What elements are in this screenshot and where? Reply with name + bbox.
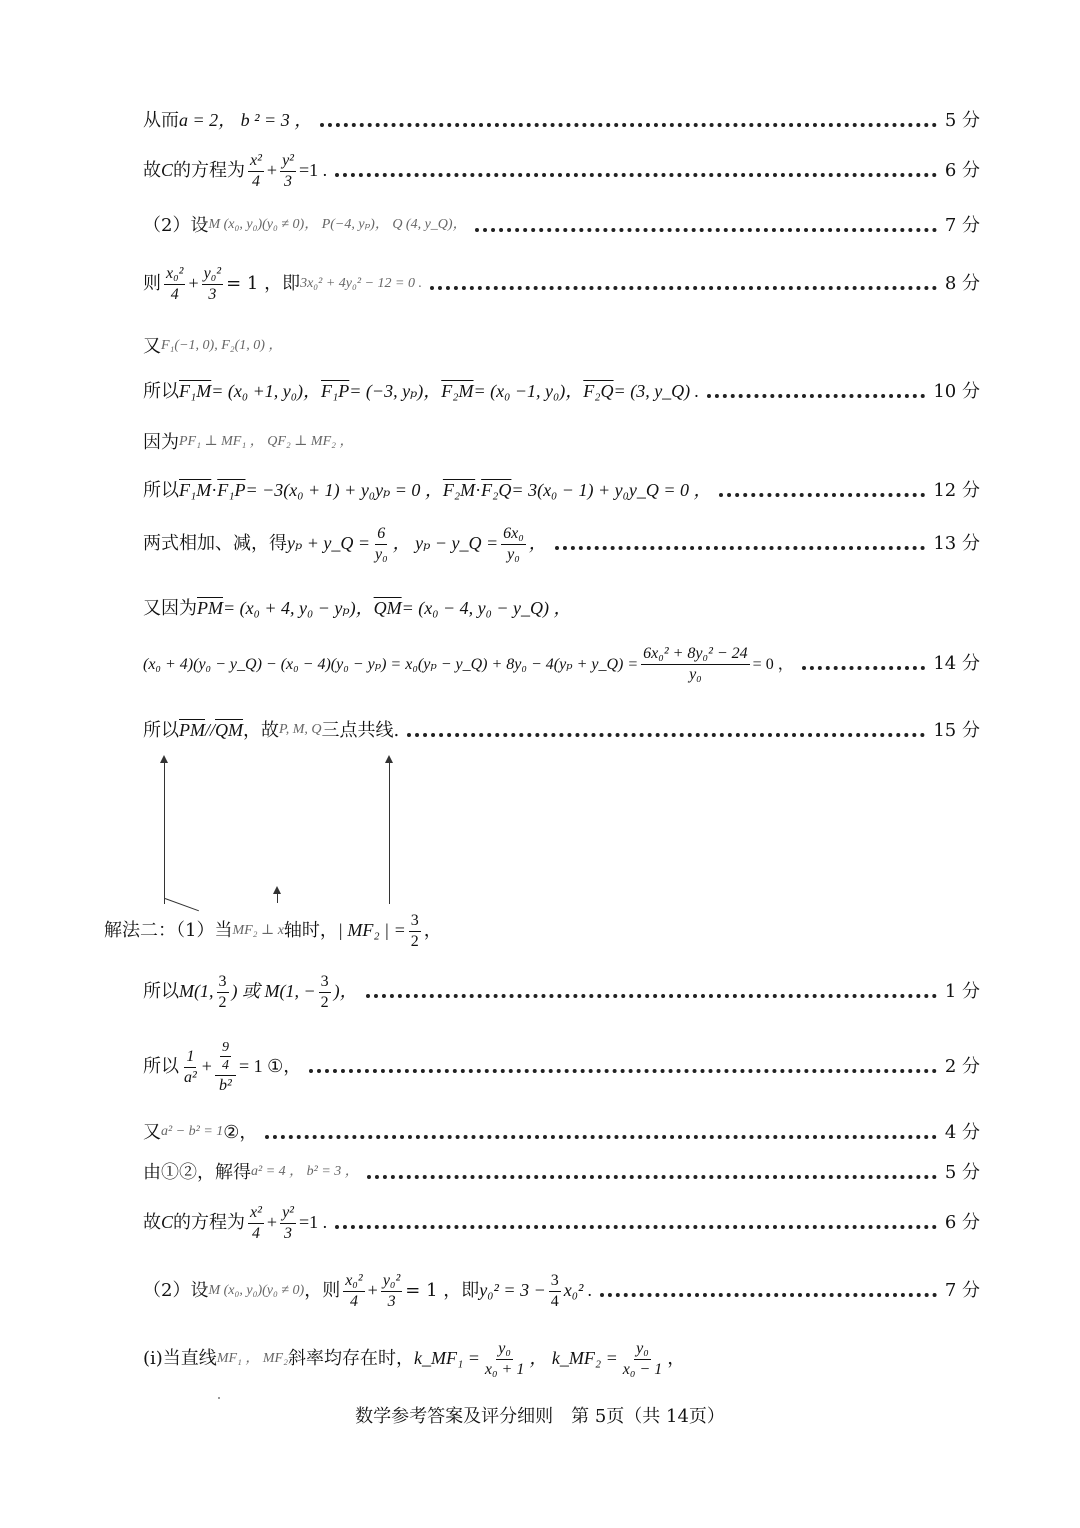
score-label: 15 分 xyxy=(933,720,980,741)
solution-line-8: 所以 F₁M · F₁P = −3(x₀ + 1) + y₀yₚ = 0 ， F₂M · F₂Q = 3(x₀ − 1) + y₀y_Q = 0 ， 12 分 xyxy=(143,480,980,501)
fraction: $\frac{\text{y²}}{3}$ xyxy=(282,1204,294,1242)
fraction: $\frac{\text{x₀²}}{4}$ xyxy=(345,1272,363,1310)
solution-line-10: 又因为 $\overline{PM}$ = (x₀ + 4, y₀ − yₚ)， $\overline{QM}$ = (x₀ − 4, y₀ − y_Q) ， xyxy=(143,598,572,619)
score-label: 14 分 xyxy=(933,653,980,675)
score-label: 13 分 xyxy=(933,533,980,555)
fraction: $\frac{\text{y₀}}{\text{x₀ + 1}}$ xyxy=(484,1340,525,1378)
dot-leader xyxy=(335,1225,937,1229)
solution-line-17: 由①②，解得 a² = 4 ， b² = 3 ， 5 分 xyxy=(143,1162,980,1183)
score-label: 8 分 xyxy=(944,273,980,295)
solution-line-20: (i)当直线 MF₁ ， MF₂ 斜率均存在时， k_MF₁ = $\frac{\text{y₀}}{\text{x₀ + 1}}$ ， k_MF₂ = $\frac{\text{y₀}}{\text{x₀ − 1}}$ ， xyxy=(143,1340,686,1378)
dot-leader xyxy=(475,228,937,232)
score-label: 10 分 xyxy=(933,381,980,402)
fraction: $\frac{\text{x²}}{4}$ xyxy=(250,1204,262,1242)
fraction: $\frac{\text{y₀²}}{3}$ xyxy=(382,1272,401,1310)
solution-line-1: 从而 a = 2， b ² = 3 ， 5 分 xyxy=(143,110,980,131)
dot-leader xyxy=(366,994,937,998)
solution-line-18: 故 C 的方程为 $\frac{\text{x²}}{4}$ + $\frac{\text{y²}}{3}$ =1 . 6 分 xyxy=(143,1204,980,1242)
solution-line-19: （2）设 M (x₀, y₀)(y₀ ≠ 0) ，则 $\frac{\text{x₀²}}{4}$ + $\frac{\text{y₀²}}{3}$ = 1 ，即 y₀² = 3 − $\frac{3}{4}$ x₀² . 7 分 xyxy=(143,1272,980,1310)
solution-line-13: 解法二：（1）当 MF₂ ⊥ x 轴时， | MF₂ | = $\frac{3}{2}$ ， xyxy=(104,912,442,950)
fraction: $\frac{3}{2}$ xyxy=(218,973,227,1011)
dot-leader xyxy=(265,1135,936,1139)
stray-arrow-line xyxy=(389,762,390,904)
solution-line-12: 所以 $\overline{PM}$ // $\overline{QM}$ ，故 P, M, Q 三点共线. 15 分 xyxy=(143,720,980,741)
score-label: 12 分 xyxy=(933,480,980,501)
fraction: $\frac{\text{6x₀² + 8y₀² − 24}}{\text{y₀}}$ xyxy=(643,645,748,683)
score-label: 7 分 xyxy=(944,1280,980,1302)
fraction: $\frac{3}{2}$ xyxy=(410,912,419,950)
solution-line-16: 又 a² − b² = 1 ②， 4 分 xyxy=(143,1122,980,1143)
score-label: 7 分 xyxy=(944,215,980,236)
dot-leader xyxy=(367,1175,937,1179)
dot-leader xyxy=(707,394,925,398)
stray-mark xyxy=(165,898,199,911)
score-label: 5 分 xyxy=(944,1162,980,1183)
solution-line-3: （2）设 M (x₀, y₀)(y₀ ≠ 0)， P(−4, yₚ)， Q (4, y_Q)， 7 分 xyxy=(143,215,980,236)
solution-line-2: 故 C 的方程为 $\frac{\text{x²}}{4}$ + $\frac{\text{y²}}{3}$ =1 . 6 分 xyxy=(143,152,980,190)
score-label: 5 分 xyxy=(944,110,980,131)
nested-fraction: $\frac{\frac{9}{4}}{\text{b²}}$ xyxy=(215,1040,236,1094)
fraction: $\frac{\text{6x₀}}{\text{y₀}}$ xyxy=(503,525,524,563)
dot-leader xyxy=(309,1069,937,1073)
page-footer: 数学参考答案及评分细则 第 5页（共 14页） xyxy=(355,1406,725,1427)
dot-leader xyxy=(802,666,926,670)
solution-line-6: 所以 F₁M = (x₀ +1, y₀)， F₁P = (−3, yₚ)， F₂M = (x₀ −1, y₀)， F₂Q = (3, y_Q) . 10 分 xyxy=(143,381,980,402)
dot-leader xyxy=(719,493,925,497)
dot-leader xyxy=(320,123,937,127)
fraction: $\frac{3}{4}$ xyxy=(550,1272,559,1310)
scan-speck xyxy=(218,1397,220,1399)
score-label: 4 分 xyxy=(944,1122,980,1143)
score-label: 6 分 xyxy=(944,1212,980,1234)
solution-line-15: 所以 $\frac{1}{\text{a²}}$ + $\frac{\frac{9}{4}}{\text{b²}}$ = 1 ①， 2 分 xyxy=(143,1040,980,1094)
fraction: $\frac{\text{y₀}}{\text{x₀ − 1}}$ xyxy=(622,1340,663,1378)
solution-line-5: 又 F₁(−1, 0), F₂(1, 0) ， xyxy=(143,336,283,357)
solution-line-14: 所以 M(1, $\frac{3}{2}$ ) 或 M(1, − $\frac{3}{2}$ )， 1 分 xyxy=(143,973,980,1011)
score-label: 1 分 xyxy=(944,981,980,1003)
fraction: $\frac{6}{\text{y₀}}$ xyxy=(374,525,388,563)
solution-line-9: 两式相加、减，得 yₚ + y_Q = $\frac{6}{\text{y₀}}$ ， yₚ − y_Q = $\frac{\text{6x₀}}{\text{y₀}}$ ， 13 分 xyxy=(143,525,980,563)
fraction: $\frac{\text{y²}}{3}$ xyxy=(282,152,294,190)
fraction: $\frac{\text{y₀²}}{3}$ xyxy=(203,265,222,303)
solution-line-11: (x₀ + 4)(y₀ − y_Q) − (x₀ − 4)(y₀ − yₚ) = x₀(yₚ − y_Q) + 8y₀ − 4(yₚ + y_Q) = $\frac{\text{6x₀² + 8y₀² − 24}}{\text{y₀}}$ = 0 ， 14 分 xyxy=(143,645,980,683)
fraction: $\frac{3}{2}$ xyxy=(320,973,329,1011)
stray-arrow-line xyxy=(164,762,165,904)
stray-arrow-line xyxy=(277,893,278,903)
fraction: $\frac{\text{x²}}{4}$ xyxy=(250,152,262,190)
dot-leader xyxy=(407,733,925,737)
dot-leader xyxy=(555,546,926,550)
solution-line-7: 因为 PF₁ ⊥ MF₁ ， QF₂ ⊥ MF₂ ， xyxy=(143,432,354,453)
fraction: $\frac{1}{\text{a²}}$ xyxy=(184,1048,197,1086)
fraction: $\frac{\text{x₀²}}{4}$ xyxy=(166,265,184,303)
dot-leader xyxy=(430,286,937,290)
solution-line-4: 则 $\frac{\text{x₀²}}{4}$ + $\frac{\text{y₀²}}{3}$ = 1 ，即 3x₀² + 4y₀² − 12 = 0 . 8 分 xyxy=(143,265,980,303)
dot-leader xyxy=(600,1293,936,1297)
dot-leader xyxy=(335,173,937,177)
score-label: 6 分 xyxy=(944,160,980,182)
score-label: 2 分 xyxy=(944,1056,980,1078)
